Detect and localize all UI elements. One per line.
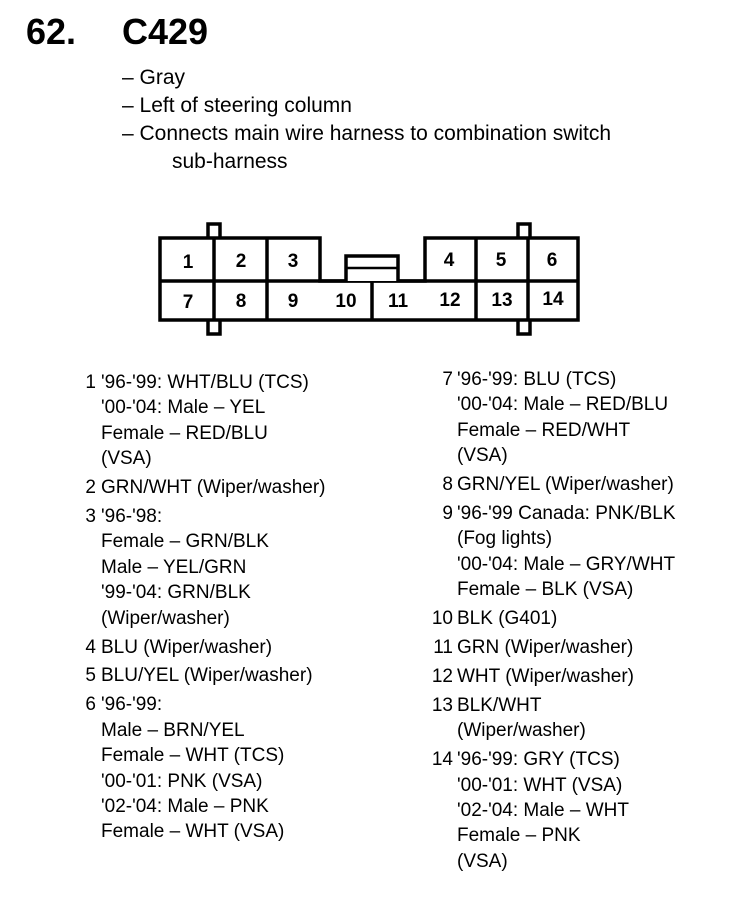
cavity-label-10: 10 <box>335 291 357 312</box>
pin-number: 13 <box>431 694 453 716</box>
pin-description-line: (Wiper/washer) <box>101 607 230 629</box>
pin-entry-1 <box>64 370 394 472</box>
pin-description-line: '00-'01: WHT (VSA) <box>457 774 623 796</box>
cavity-label-12: 12 <box>439 290 461 311</box>
cavity-label-1: 1 <box>182 252 194 273</box>
pin-number: 4 <box>85 636 96 658</box>
pin-description-line: '96-'99: BLU (TCS) <box>457 369 617 390</box>
cavity-label-4: 4 <box>443 250 455 271</box>
pin-number: 6 <box>85 694 96 716</box>
pin-description-line: (VSA) <box>101 448 152 470</box>
pin-description <box>457 747 629 874</box>
pin-description <box>101 475 326 500</box>
pin-description-line: Male – BRN/YEL <box>101 719 245 741</box>
pin-number: 12 <box>431 665 453 687</box>
pin-description <box>101 504 269 631</box>
pin-description <box>101 692 284 844</box>
pin-number: 3 <box>85 506 96 528</box>
pin-number: 1 <box>85 372 96 393</box>
pin-description-line: GRN (Wiper/washer) <box>457 637 634 659</box>
pin-entry-6 <box>64 692 394 844</box>
pin-entry-12 <box>420 664 750 689</box>
pin-entry-11 <box>420 635 750 660</box>
pin-description <box>457 606 557 631</box>
cavity-label-9: 9 <box>287 291 299 312</box>
cavity-label-5: 5 <box>495 250 507 271</box>
pin-description-line: '02-'04: Male – PNK <box>101 796 269 817</box>
pin-description-line: '00-'04: Male – RED/BLU <box>457 394 669 416</box>
cavity-label-3: 3 <box>287 251 299 272</box>
detail-color: – Gray <box>122 66 186 89</box>
pin-description <box>457 501 676 603</box>
pin-description <box>101 370 309 472</box>
pin-description-line: BLK (G401) <box>457 608 558 630</box>
pin-description-line: '00-'04: Male – YEL <box>101 397 266 419</box>
pin-description-line: Female – BLK (VSA) <box>457 579 634 601</box>
pin-number: 7 <box>442 369 453 390</box>
pin-description-line: Female – GRN/BLK <box>101 531 269 553</box>
connector-id: C429 <box>122 11 209 52</box>
pin-entry-14 <box>420 747 750 874</box>
cavity-label-13: 13 <box>491 290 513 311</box>
pin-number: 8 <box>442 474 453 496</box>
pin-entry-10 <box>420 606 750 631</box>
pin-entry-9 <box>420 501 750 603</box>
pin-description <box>457 472 674 497</box>
pin-number: 14 <box>431 749 453 771</box>
pin-description-line: '00-'04: Male – GRY/WHT <box>457 553 676 575</box>
pin-description-line: Male – YEL/GRN <box>101 556 247 578</box>
pin-number: 11 <box>433 637 453 659</box>
pin-entry-4 <box>64 635 394 660</box>
detail-location: – Left of steering column <box>122 94 352 117</box>
cavity-label-7: 7 <box>182 292 194 313</box>
connector-number: 62. <box>26 11 77 52</box>
pin-description <box>101 635 272 660</box>
pin-list-right <box>420 367 750 878</box>
pin-description-line: Female – WHT (TCS) <box>101 745 285 767</box>
pin-entry-8 <box>420 472 750 497</box>
connector-face-diagram <box>0 0 752 360</box>
pin-description <box>457 664 634 689</box>
pin-entry-5 <box>64 663 394 688</box>
pin-description-line: '96-'98: <box>101 506 163 528</box>
pin-description-line: BLU/YEL (Wiper/washer) <box>101 665 313 687</box>
pin-number: 5 <box>85 665 96 687</box>
pin-number: 10 <box>431 608 453 630</box>
pin-description <box>457 367 668 469</box>
pin-description-line: WHT (Wiper/washer) <box>457 665 634 687</box>
cavity-label-11: 11 <box>387 291 409 312</box>
pin-number: 2 <box>85 477 96 499</box>
pin-description-line: GRN/YEL (Wiper/washer) <box>457 474 674 496</box>
pin-description-line: BLU (Wiper/washer) <box>101 636 273 658</box>
pin-description <box>457 693 586 744</box>
pin-list-left <box>64 370 394 848</box>
pin-description <box>457 635 633 660</box>
cavity-label-6: 6 <box>546 250 558 271</box>
cavity-label-14: 14 <box>542 289 564 310</box>
detail-connects-continued: sub-harness <box>172 150 288 173</box>
pin-entry-7 <box>420 367 750 469</box>
pin-description-line: Female – RED/BLU <box>101 422 268 444</box>
pin-description-line: '00-'01: PNK (VSA) <box>101 770 263 792</box>
pin-description-line: '96-'99: GRY (TCS) <box>457 749 620 771</box>
pin-entry-13 <box>420 693 750 744</box>
pin-description-line: '96-'99: <box>101 694 163 716</box>
cavity-label-2: 2 <box>235 251 247 272</box>
pin-description-line: (VSA) <box>457 850 508 872</box>
pin-description-line: BLK/WHT <box>457 694 542 716</box>
pin-entry-2 <box>64 475 394 500</box>
pin-description-line: Female – WHT (VSA) <box>101 821 285 843</box>
pin-number: 9 <box>442 503 453 525</box>
pin-description <box>101 663 313 688</box>
pin-description-line: Female – PNK <box>457 825 581 847</box>
pin-description-line: GRN/WHT (Wiper/washer) <box>101 477 326 499</box>
pin-description-line: '96-'99: WHT/BLU (TCS) <box>101 372 309 393</box>
cavity-label-8: 8 <box>235 291 247 312</box>
pin-description-line: (Wiper/washer) <box>457 720 586 742</box>
detail-connects: – Connects main wire harness to combination switch <box>122 122 612 145</box>
pin-description-line: '02-'04: Male – WHT <box>457 800 629 821</box>
pin-entry-3 <box>64 504 394 631</box>
pin-description-line: (VSA) <box>457 445 508 467</box>
pin-description-line: Female – RED/WHT <box>457 419 631 441</box>
pin-description-line: '96-'99 Canada: PNK/BLK <box>457 503 676 525</box>
pin-description-line: (Fog lights) <box>457 528 553 550</box>
pin-description-line: '99-'04: GRN/BLK <box>101 582 251 604</box>
